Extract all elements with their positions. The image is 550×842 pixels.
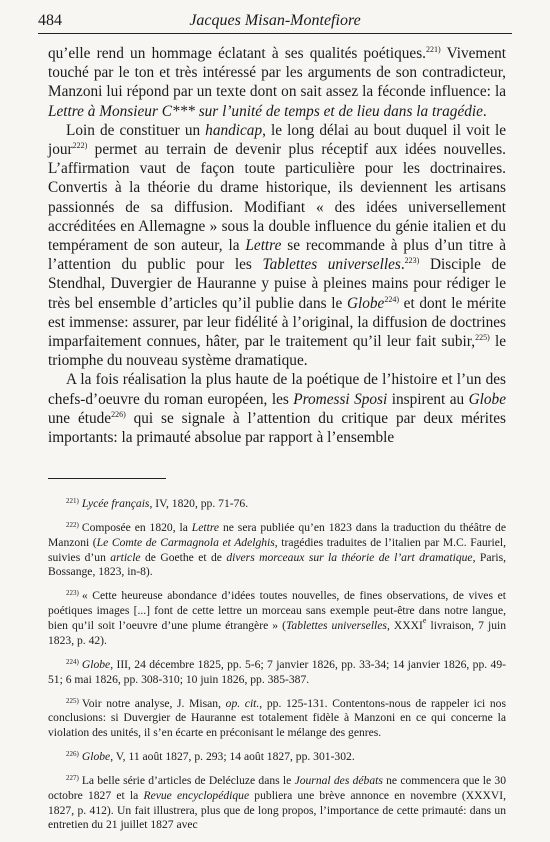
text-run: . — [482, 102, 487, 120]
text-run: A la fois réalisation la plus haute de la poétique de l’histoire et l’un des chefs-d’oeuvre du roman européen, les — [48, 371, 506, 408]
italic-text: Tablettes universelles — [262, 256, 401, 274]
text-run: , III, 24 décembre 1825, pp. 5-6; 7 janvier 1826, pp. 33-34; 14 janvier 1826, pp. 49-51; 6 mai 1826, pp. 308-310; 10 juin 1826, pp. 385-387. — [48, 657, 506, 686]
text-run: Disciple de Stendhal, Duvergier de Hauranne y puise à pleines mains pour rédiger le très bel ensemble d’articles qu’il publie dans le — [48, 256, 506, 312]
italic-text: Journal des débats — [294, 774, 383, 788]
note-reference: 222) — [72, 141, 88, 151]
note-reference: 226) — [111, 409, 126, 419]
note-reference: 224) — [384, 294, 399, 304]
italic-text: Tablettes universelles — [286, 618, 387, 632]
text-run: , V, 11 août 1827, p. 293; 14 août 1827, pp. 301-302. — [110, 750, 355, 764]
text-run: Voir notre analyse, J. Misan, — [81, 696, 226, 710]
main-text — [48, 44, 506, 447]
text-run: une étude — [48, 409, 112, 427]
footnote-number: 224) — [66, 657, 79, 666]
text-run: livraison, 7 juin 1823, p. 42). — [48, 618, 507, 647]
body-paragraph — [48, 44, 506, 121]
footnote-number: 223) — [66, 589, 79, 598]
text-run: permet au terrain de devenir plus réceptif aux idées nouvelles. L’affirmation vaut de façon toute particulière pour les doctrinaires. Convertis à la théorie du drame historique, ils deviennent les artisans passionnés de sa diffusion. Modifiant « des idées universellement accréditées en Allemagne » sous la double influence du génie italien et du tempérament de son auteur, la — [48, 141, 506, 255]
text-run: La belle série d’articles de Delécluze dans le — [81, 774, 295, 788]
footnote — [48, 750, 506, 765]
footnote-number: 227) — [66, 774, 79, 783]
footnote — [48, 774, 506, 833]
note-reference: 221) — [426, 45, 441, 54]
italic-text: Lettre — [245, 237, 282, 255]
body-paragraph — [48, 370, 506, 447]
note-reference: 225) — [475, 333, 490, 343]
text-run: ne commencera que le 30 octobre 1827 et la — [48, 774, 507, 802]
page-number: 484 — [38, 12, 62, 29]
italic-text: op. cit. — [225, 696, 260, 710]
text-run: qu’elle rend un hommage éclatant à ses qualités poétiques. — [48, 45, 426, 62]
text-run: . — [400, 256, 405, 274]
italic-text: handicap — [205, 121, 263, 139]
italic-text: Globe — [468, 390, 506, 408]
header-rule — [38, 33, 512, 34]
footnote — [48, 697, 506, 741]
footnote-number: 225) — [66, 696, 79, 705]
italic-text: Lettre à Monsieur C*** — [48, 102, 195, 120]
text-run: qui se signale à l’attention du critique par deux mérites importants: la primauté absolue par rapport à l’ensemble — [48, 409, 506, 447]
italic-text: Globe — [346, 294, 385, 312]
footnote — [48, 521, 506, 580]
italic-text: Le Comte de Carmagnola et Adelghis — [96, 535, 275, 549]
page-header — [38, 12, 512, 38]
italic-text: article — [110, 550, 141, 564]
italic-text: Promessi Sposi — [293, 390, 388, 408]
footnote — [48, 589, 506, 648]
italic-text: Lycée français — [81, 497, 150, 510]
text-run: Composée en 1820, la — [81, 520, 192, 534]
italic-text: Revue encyclopédique — [143, 788, 250, 802]
italic-text: Lettre — [191, 520, 220, 534]
text-run: , le long délai au bout duquel il voit le jour — [48, 121, 506, 159]
footnote — [48, 497, 506, 512]
text-run: inspirent au — [387, 390, 469, 408]
footnote — [48, 658, 506, 688]
body-paragraph — [48, 121, 506, 371]
text-run: , tragédies traduites de l’italien par M.C. Fauriel, suivies d’un — [48, 535, 506, 564]
footnote-separator — [48, 478, 166, 479]
text-run: se recommande à plus d’un titre à l’attention du public pour les — [48, 237, 506, 274]
running-title: Jacques Misan-Montefiore — [189, 12, 361, 29]
text-run: « Cette heureuse abondance d’idées toutes nouvelles, de fines observations, de vives et poétiques images [...] font de cette lettre un morceau sans exemple peut-être dans notre langue, bien qu’il soit l’oeuvre d’une plume étrangère » ( — [48, 589, 506, 632]
text-run: et dont le mérite est immense: assurer, par leur fidélité à l’original, la diffusion de doctrines imparfaitement connues, hâter, par le traitement qu’il leur fait subir, — [48, 294, 506, 351]
text-run: Loin de constituer un — [66, 121, 206, 139]
text-run: , Paris, Bossange, 1823, in-8). — [48, 550, 506, 579]
text-run: , pp. 125-131. Contentons-nous de rappeler ici nos conclusions: si Duvergier de Hauranne est totalement fidèle à Manzoni en ce qui concerne la violation des unités, il s’en écarte en préconisant le mélange des genres. — [48, 696, 506, 740]
footnote-number: 221) — [66, 497, 79, 505]
text-run: de Goethe et de — [140, 550, 227, 564]
note-reference: 223) — [404, 256, 420, 266]
note-reference: e — [422, 615, 427, 625]
italic-text: Globe — [81, 750, 111, 764]
text-run: ne sera publiée qu’en 1823 dans la traduction du théâtre de Manzoni ( — [48, 520, 506, 549]
footnote-number: 226) — [66, 750, 79, 759]
text-run: , IV, 1820, pp. 71-76. — [149, 497, 249, 510]
footnotes — [48, 497, 506, 842]
text-run: le triomphe du nouveau système dramatique. — [48, 333, 506, 370]
text-run: , XXXI — [386, 618, 423, 632]
text-run: Vivement touché par le ton et très intéressé par les arguments de son contradicteur, Manzoni lui répond par un texte dont on sait assez la féconde influence: la — [48, 45, 507, 101]
text-run: publiera une brève annonce en novembre (XXXVI, 1827, p. 412). Un fait illustrera, plus que de long propos, l’importance de cette primauté: dans un entretien du 21 juillet 1827 avec — [48, 788, 507, 832]
italic-text: sur l’unité de temps et de lieu dans la tragédie — [198, 102, 483, 120]
italic-text: divers morceaux sur la théorie de l’art dramatique — [226, 550, 473, 564]
italic-text: Globe — [81, 657, 111, 671]
footnote-number: 222) — [66, 520, 79, 529]
